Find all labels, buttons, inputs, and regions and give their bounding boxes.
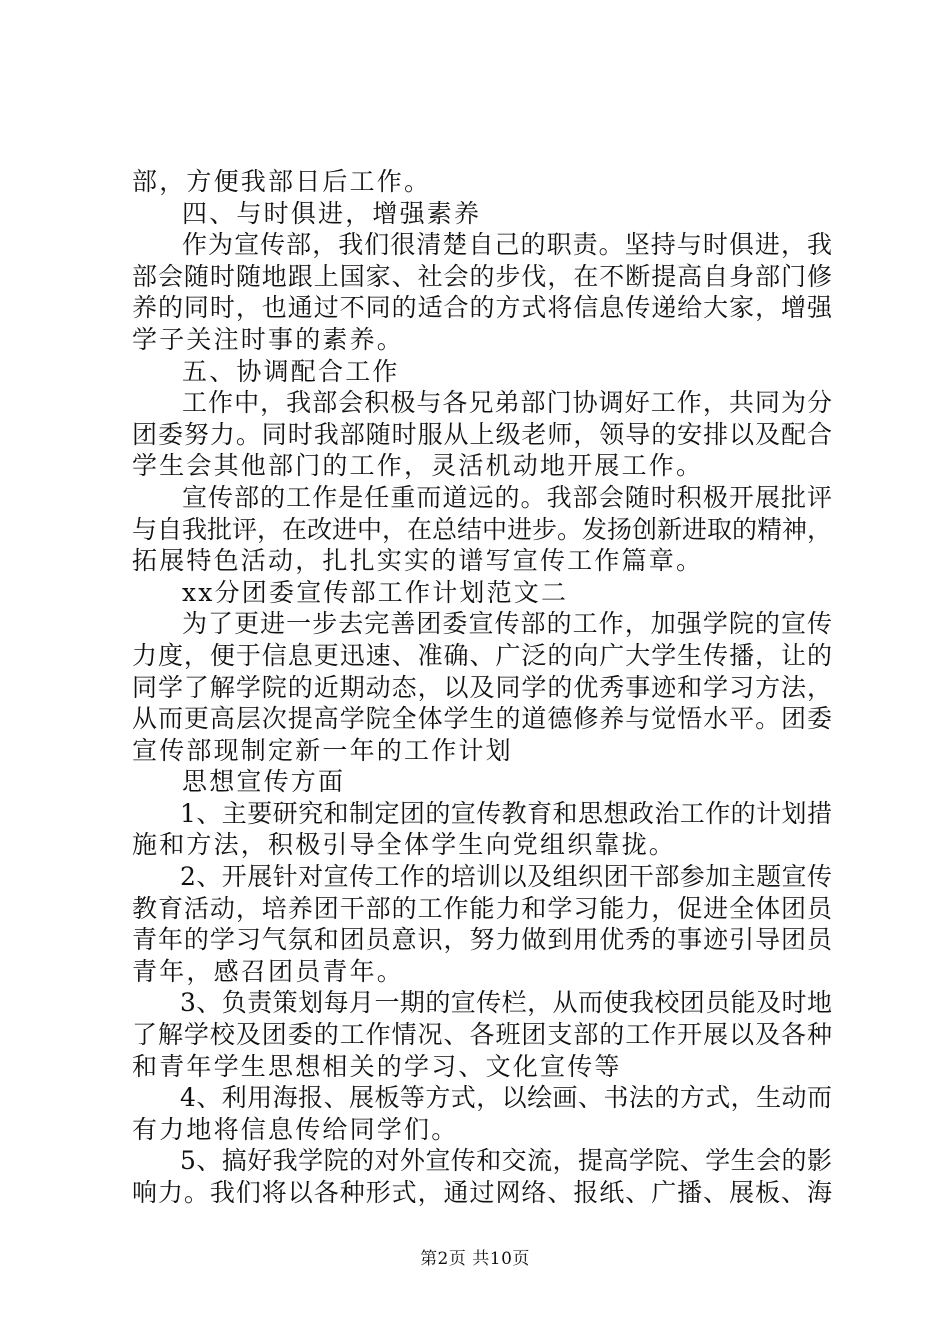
- text-line: 部，方便我部日后工作。: [132, 167, 432, 196]
- text-line: 养的同时，也通过不同的适合的方式将信息传递给大家，增强: [132, 293, 832, 323]
- text-line: 部会随时随地跟上国家、社会的步伐，在不断提高自身部门修: [132, 261, 832, 291]
- text-line: 宣传部的工作是任重而道远的。我部会随时积极开展批评: [182, 482, 832, 512]
- text-line: 从而更高层次提高学院全体学生的道德修养与觉悟水平。团委: [132, 704, 832, 734]
- text-line: 施和方法，积极引导全体学生向党组织靠拢。: [132, 830, 677, 860]
- text-line: 工作中，我部会积极与各兄弟部门协调好工作，共同为分: [182, 388, 832, 418]
- page-number: 第2页 共10页: [420, 1249, 530, 1269]
- text-line: 拓展特色活动，扎扎实实的谱写宣传工作篇章。: [132, 546, 704, 576]
- section-heading: 思想宣传方面: [182, 767, 346, 797]
- text-line: 团委努力。同时我部随时服从上级老师，领导的安排以及配合: [132, 419, 832, 449]
- text-line: 青年，感召团员青年。: [132, 956, 405, 986]
- list-item: 2、开展针对宣传工作的培训以及组织团干部参加主题宣传: [180, 862, 832, 892]
- section-heading: 四、与时俱进，增强素养: [182, 198, 482, 228]
- document-subtitle: xx分团委宣传部工作计划范文二: [182, 577, 569, 607]
- text-line: 学子关注时事的素养。: [132, 324, 405, 354]
- list-item: 1、主要研究和制定团的宣传教育和思想政治工作的计划措: [180, 798, 832, 828]
- text-line: 学生会其他部门的工作，灵活机动地开展工作。: [132, 451, 704, 481]
- text-line: 有力地将信息传给同学们。: [132, 1114, 459, 1144]
- text-line: 为了更进一步去完善团委宣传部的工作，加强学院的宣传: [182, 609, 832, 639]
- text-line: 与自我批评，在改进中，在总结中进步。发扬创新进取的精神，: [132, 514, 833, 544]
- list-item: 4、利用海报、展板等方式，以绘画、书法的方式，生动而: [180, 1083, 832, 1113]
- list-item: 3、负责策划每月一期的宣传栏，从而使我校团员能及时地: [180, 988, 832, 1018]
- text-line: 同学了解学院的近期动态，以及同学的优秀事迹和学习方法，: [132, 672, 832, 702]
- text-line: 青年的学习气氛和团员意识，努力做到用优秀的事迹引导团员: [132, 925, 832, 955]
- text-line: 教育活动，培养团干部的工作能力和学习能力，促进全体团员: [132, 893, 832, 923]
- document-body: [132, 166, 832, 1209]
- text-line: 宣传部现制定新一年的工作计划: [132, 735, 513, 765]
- section-heading: 五、协调配合工作: [182, 356, 400, 386]
- text-line: 了解学校及团委的工作情况、各班团支部的工作开展以及各种: [132, 1020, 832, 1050]
- text-line: 和青年学生思想相关的学习、文化宣传等: [132, 1051, 622, 1081]
- list-item: 5、搞好我学院的对外宣传和交流，提高学院、学生会的影: [180, 1146, 832, 1176]
- text-line: 响力。我们将以各种形式，通过网络、报纸、广播、展板、海: [132, 1178, 832, 1207]
- text-line: 作为宣传部，我们很清楚自己的职责。坚持与时俱进，我: [182, 230, 832, 260]
- text-line: 力度，便于信息更迅速、准确、广泛的向广大学生传播，让的: [132, 640, 832, 670]
